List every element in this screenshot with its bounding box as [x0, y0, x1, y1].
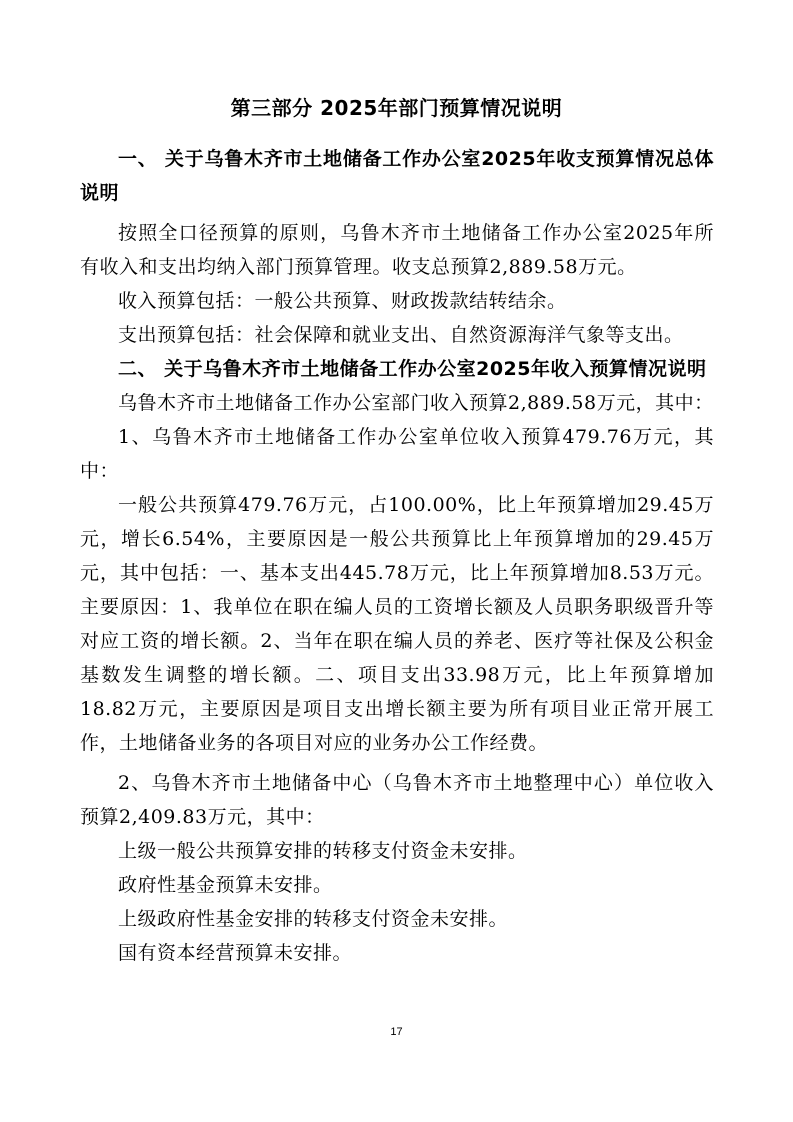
body-paragraph: 上级一般公共预算安排的转移支付资金未安排。: [118, 840, 528, 862]
page-title: 第三部分 2025年部门预算情况说明: [230, 96, 563, 120]
section-heading-1: 一、 关于乌鲁木齐市土地储备工作办公室2025年收支预算情况总体说明: [80, 148, 714, 204]
body-paragraph: 乌鲁木齐市土地储备工作办公室部门收入预算2,889.58万元，其中：: [118, 392, 714, 414]
body-paragraph: 政府性基金预算未安排。: [118, 874, 333, 896]
body-paragraph: 上级政府性基金安排的转移支付资金未安排。: [118, 908, 509, 930]
page-number: 17: [390, 1026, 403, 1038]
section-heading-2: 二、 关于乌鲁木齐市土地储备工作办公室2025年收入预算情况说明: [118, 358, 707, 380]
body-paragraph: 支出预算包括：社会保障和就业支出、自然资源海洋气象等支出。: [118, 324, 684, 346]
document-body: [80, 142, 714, 970]
body-paragraph: 2、乌鲁木齐市土地储备中心（乌鲁木齐市土地整理中心）单位收入预算2,409.83万元，其中：: [80, 772, 714, 828]
body-paragraph: 收入预算包括：一般公共预算、财政拨款结转结余。: [118, 290, 567, 312]
body-paragraph: 按照全口径预算的原则，乌鲁木齐市土地储备工作办公室2025年所有收入和支出均纳入部门预算管理。收支总预算2,889.58万元。: [80, 222, 714, 278]
body-paragraph: 国有资本经营预算未安排。: [118, 942, 353, 964]
body-paragraph: 一般公共预算479.76万元，占100.00%，比上年预算增加29.45万元，增长6.54%，主要原因是一般公共预算比上年预算增加的29.45万元，其中包括：一、基本支出445.78万元，比上年预算增加8.53万元。主要原因：1、我单位在职在编人员的工资增长额及人员职务职级晋升等对应工资的增长额。2、当年在职在编人员的养老、医疗等社保及公积金基数发生调整的增长额。二、项目支出33.98万元，比上年预算增加18.82万元，主要原因是项目支出增长额主要为所有项目业正常开展工作，土地储备业务的各项目对应的业务办公工作经费。: [80, 494, 714, 754]
body-paragraph: 1、乌鲁木齐市土地储备工作办公室单位收入预算479.76万元，其中：: [80, 426, 714, 482]
